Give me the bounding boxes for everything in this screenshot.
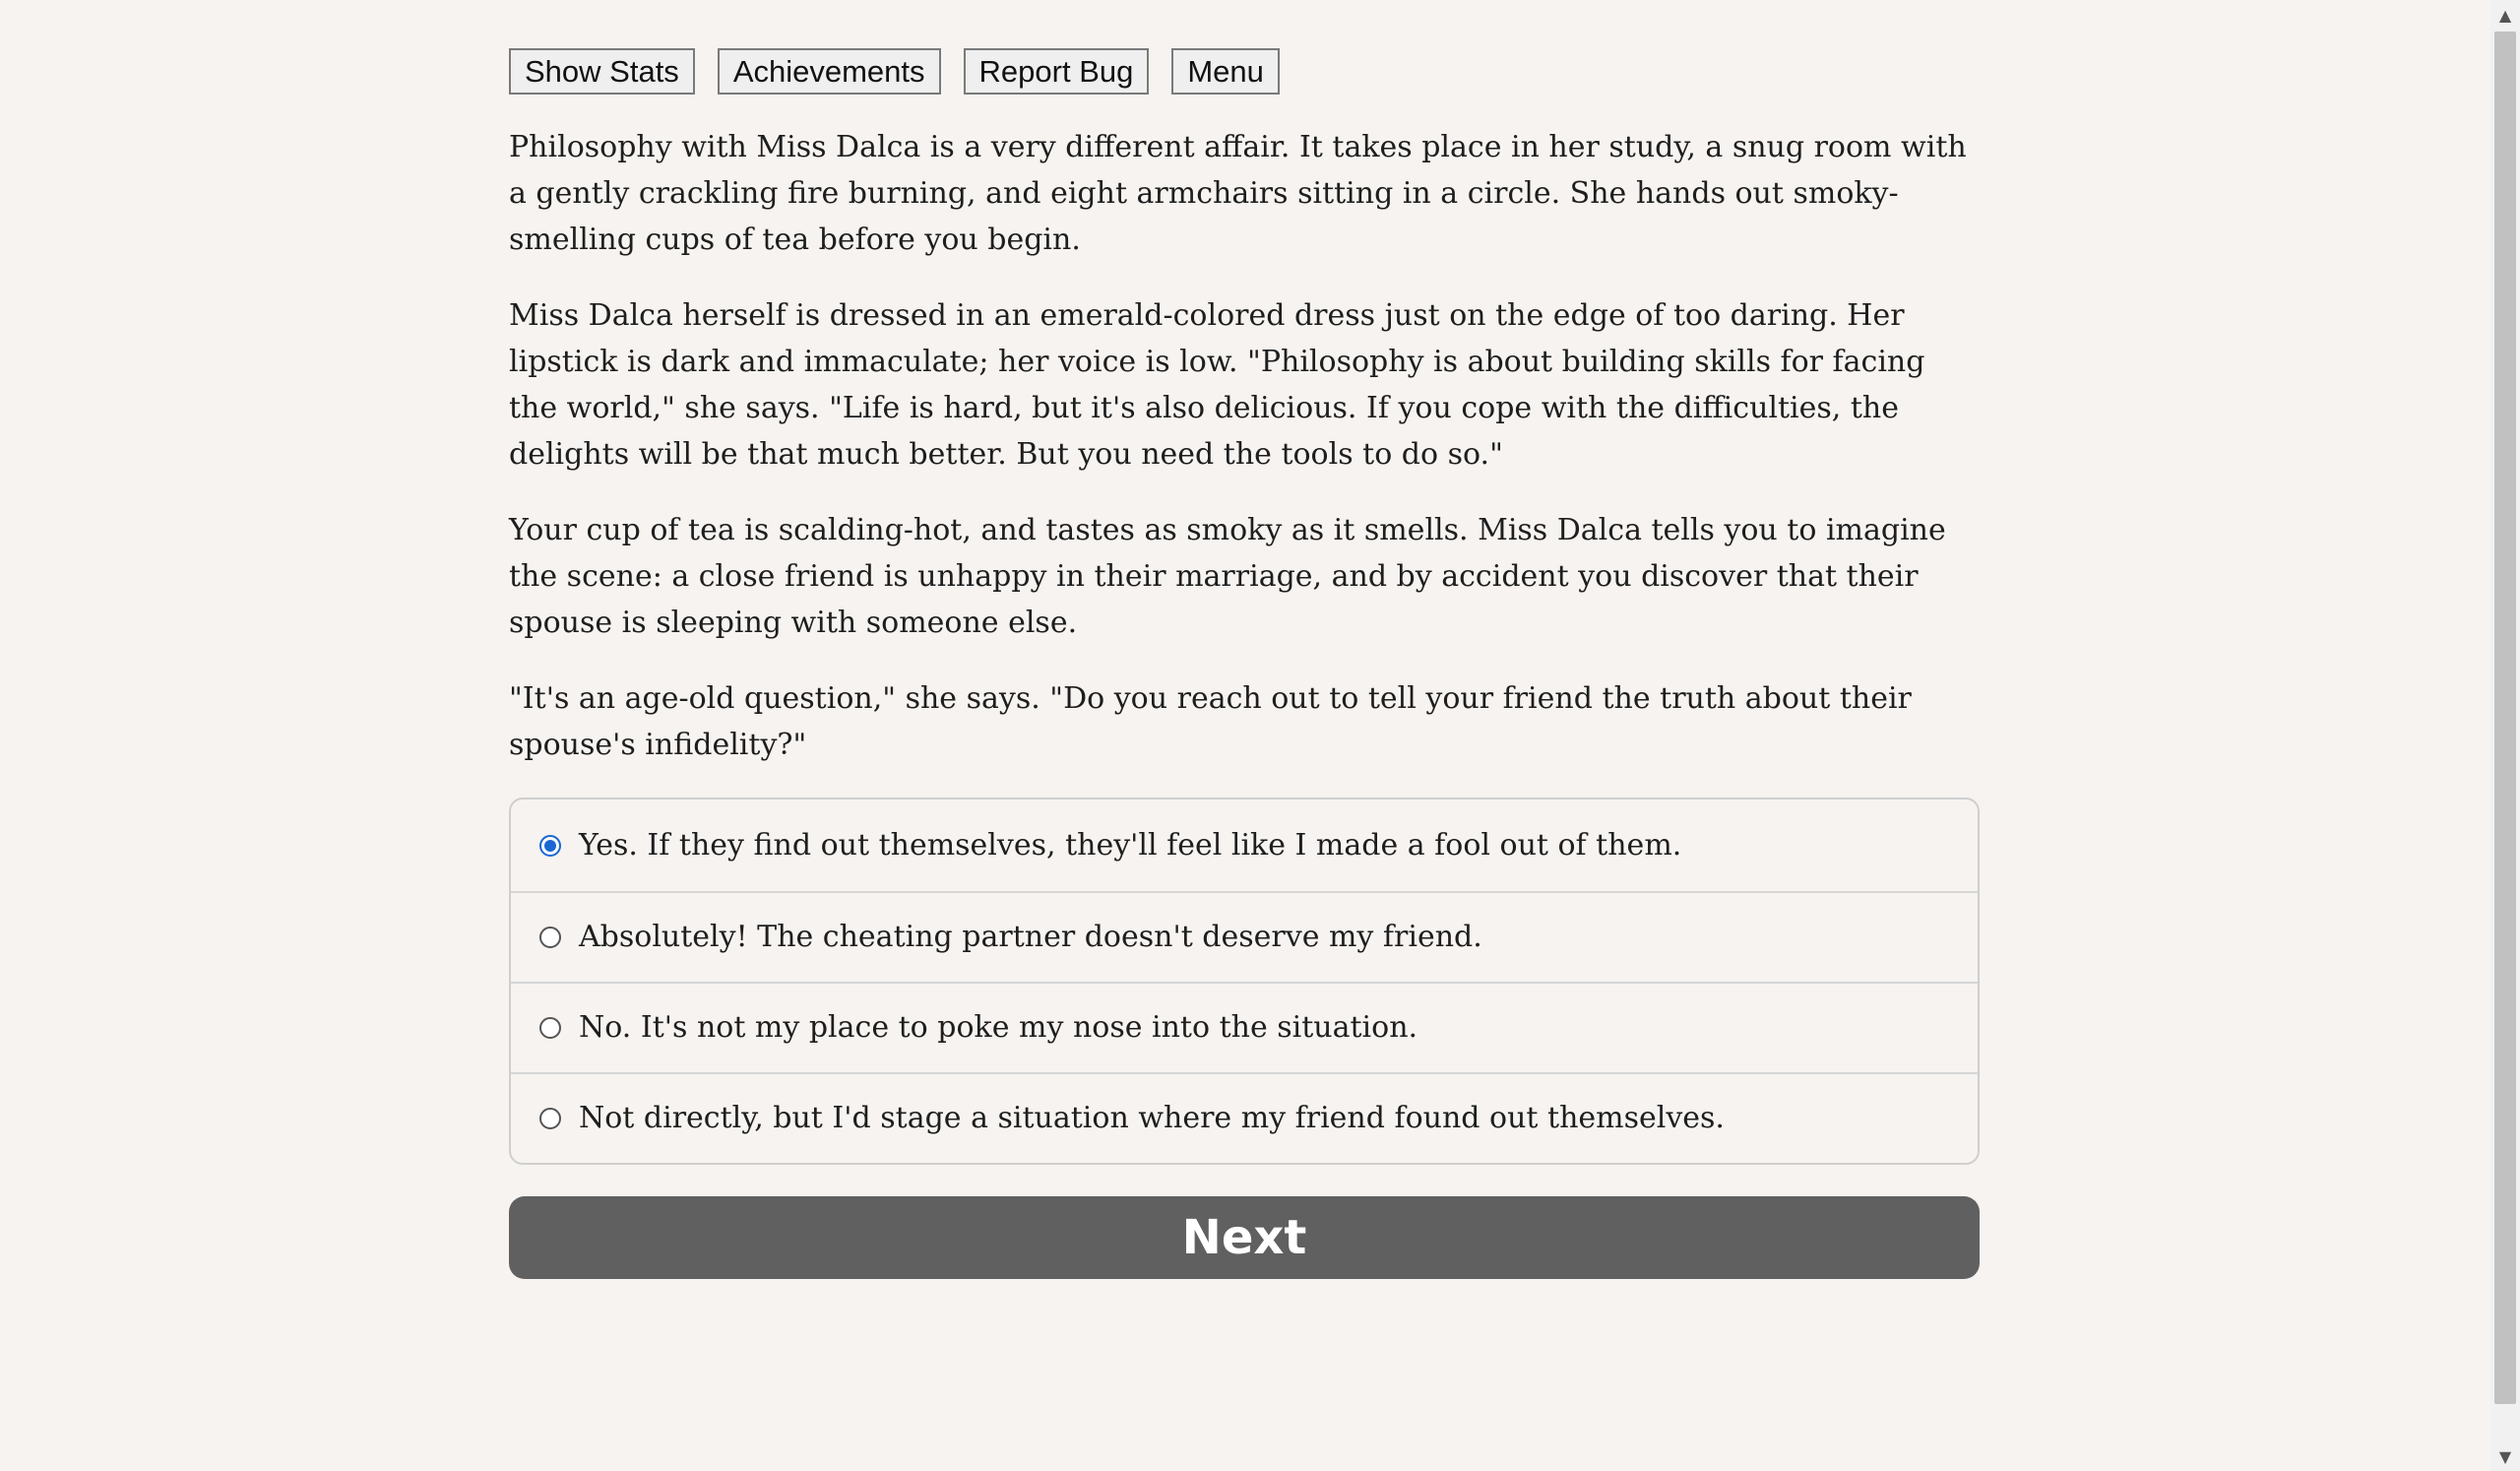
choice-label: Not directly, but I'd stage a situation where my friend found out themselves. (579, 1101, 1725, 1135)
vertical-scrollbar[interactable] (2490, 0, 2520, 1471)
achievements-button[interactable]: Achievements (718, 48, 941, 95)
choice-option-3[interactable] (511, 982, 1978, 1072)
story-paragraph: Philosophy with Miss Dalca is a very different affair. It takes place in her study, a snug room with a gently crackling fire burning, and eight armchairs sitting in a circle. She hands out smoky-smelling cups of tea before you begin. (509, 130, 1967, 257)
game-container (509, 48, 1980, 1279)
radio-button-selected[interactable] (539, 835, 561, 857)
radio-button[interactable] (539, 1017, 561, 1039)
choice-option-4[interactable] (511, 1072, 1978, 1163)
choice-option-2[interactable] (511, 891, 1978, 982)
story-text (509, 124, 1980, 768)
choice-label: No. It's not my place to poke my nose into the situation. (579, 1010, 1418, 1045)
choice-label: Absolutely! The cheating partner doesn't deserve my friend. (579, 920, 1482, 954)
report-bug-button[interactable]: Report Bug (964, 48, 1150, 95)
chevron-down-icon[interactable]: ▼ (2498, 1446, 2512, 1466)
choice-option-1[interactable] (511, 799, 1978, 891)
radio-button[interactable] (539, 927, 561, 948)
choice-label: Yes. If they find out themselves, they'll feel like I made a fool out of them. (579, 827, 1682, 863)
chevron-up-icon[interactable]: ▲ (2498, 5, 2512, 25)
scrollbar-thumb[interactable] (2494, 32, 2516, 1404)
menu-button[interactable]: Menu (1171, 48, 1280, 95)
next-button[interactable]: Next (509, 1196, 1980, 1279)
story-paragraph: Miss Dalca herself is dressed in an emerald-colored dress just on the edge of too daring. Her lipstick is dark and immaculate; her voice is low. "Philosophy is about building skills for facing the world," she says. "Life is hard, but it's also delicious. If you cope with the difficulties, the delights will be that much better. But you need the tools to do so." (509, 298, 1925, 472)
toolbar (509, 48, 1980, 96)
story-paragraph: Your cup of tea is scalding-hot, and tastes as smoky as it smells. Miss Dalca tells you to imagine the scene: a close friend is unhappy in their marriage, and by accident you discover that their spouse is sleeping with someone else. (509, 513, 1946, 640)
story-paragraph: "It's an age-old question," she says. "Do you reach out to tell your friend the truth about their spouse's infidelity?" (509, 681, 1912, 762)
choice-list (509, 798, 1980, 1165)
show-stats-button[interactable]: Show Stats (509, 48, 695, 95)
radio-button[interactable] (539, 1108, 561, 1129)
